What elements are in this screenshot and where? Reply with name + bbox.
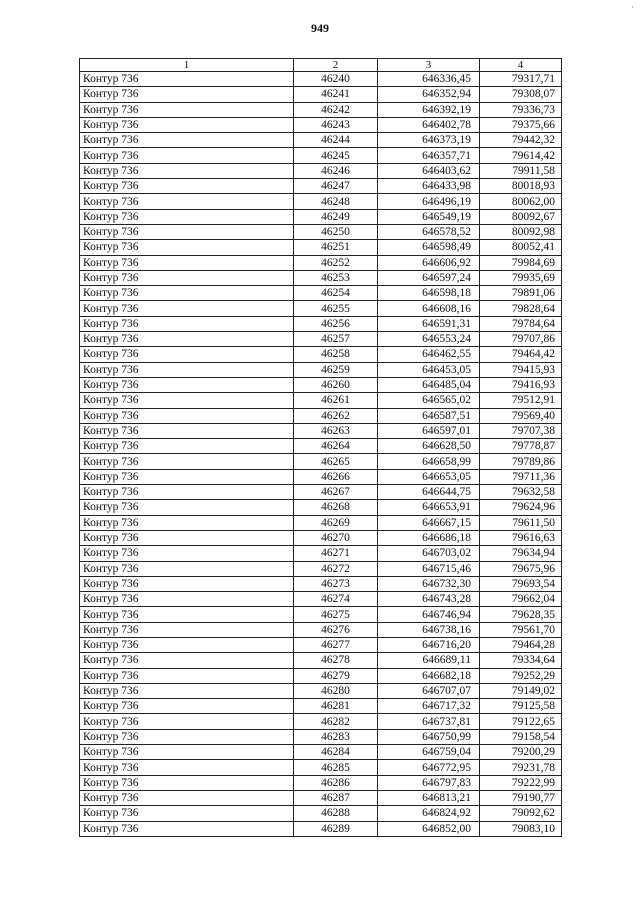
contour-name-cell: Контур 736 <box>80 500 294 515</box>
contour-name-cell: Контур 736 <box>80 653 294 668</box>
point-number-cell: 46262 <box>294 408 378 423</box>
point-number-cell: 46281 <box>294 699 378 714</box>
x-coordinate-cell: 646682,18 <box>378 668 480 683</box>
contour-name-cell: Контур 736 <box>80 393 294 408</box>
table-row <box>80 561 562 576</box>
table-row <box>80 469 562 484</box>
column-header-3: 3 <box>378 59 480 72</box>
x-coordinate-cell: 646485,04 <box>378 377 480 392</box>
x-coordinate-cell: 646598,49 <box>378 240 480 255</box>
table-row <box>80 332 562 347</box>
point-number-cell: 46243 <box>294 117 378 132</box>
contour-name-cell: Контур 736 <box>80 286 294 301</box>
contour-name-cell: Контур 736 <box>80 301 294 316</box>
column-header-1: 1 <box>80 59 294 72</box>
x-coordinate-cell: 646628,50 <box>378 439 480 454</box>
x-coordinate-cell: 646357,71 <box>378 148 480 163</box>
contour-name-cell: Контур 736 <box>80 117 294 132</box>
y-coordinate-cell: 80052,41 <box>480 240 562 255</box>
y-coordinate-cell: 79778,87 <box>480 439 562 454</box>
x-coordinate-cell: 646797,83 <box>378 775 480 790</box>
x-coordinate-cell: 646565,02 <box>378 393 480 408</box>
x-coordinate-cell: 646653,91 <box>378 500 480 515</box>
contour-name-cell: Контур 736 <box>80 270 294 285</box>
table-row <box>80 454 562 469</box>
x-coordinate-cell: 646453,05 <box>378 362 480 377</box>
x-coordinate-cell: 646686,18 <box>378 530 480 545</box>
contour-name-cell: Контур 736 <box>80 72 294 87</box>
point-number-cell: 46252 <box>294 255 378 270</box>
x-coordinate-cell: 646852,00 <box>378 821 480 836</box>
contour-name-cell: Контур 736 <box>80 775 294 790</box>
contour-name-cell: Контур 736 <box>80 745 294 760</box>
point-number-cell: 46273 <box>294 576 378 591</box>
y-coordinate-cell: 79935,69 <box>480 270 562 285</box>
contour-name-cell: Контур 736 <box>80 133 294 148</box>
table-row <box>80 653 562 668</box>
point-number-cell: 46272 <box>294 561 378 576</box>
point-number-cell: 46263 <box>294 423 378 438</box>
x-coordinate-cell: 646759,04 <box>378 745 480 760</box>
x-coordinate-cell: 646402,78 <box>378 117 480 132</box>
table-row <box>80 270 562 285</box>
x-coordinate-cell: 646644,75 <box>378 485 480 500</box>
point-number-cell: 46258 <box>294 347 378 362</box>
column-header-2: 2 <box>294 59 378 72</box>
y-coordinate-cell: 79628,35 <box>480 607 562 622</box>
point-number-cell: 46253 <box>294 270 378 285</box>
table-row <box>80 714 562 729</box>
y-coordinate-cell: 79158,54 <box>480 729 562 744</box>
point-number-cell: 46247 <box>294 179 378 194</box>
table-row <box>80 362 562 377</box>
table-row <box>80 729 562 744</box>
contour-name-cell: Контур 736 <box>80 179 294 194</box>
y-coordinate-cell: 79611,50 <box>480 515 562 530</box>
y-coordinate-cell: 79675,96 <box>480 561 562 576</box>
contour-name-cell: Контур 736 <box>80 240 294 255</box>
column-header-4: 4 <box>480 59 562 72</box>
table-row <box>80 683 562 698</box>
table-row <box>80 255 562 270</box>
x-coordinate-cell: 646373,19 <box>378 133 480 148</box>
x-coordinate-cell: 646336,45 <box>378 72 480 87</box>
y-coordinate-cell: 79614,42 <box>480 148 562 163</box>
contour-name-cell: Контур 736 <box>80 362 294 377</box>
y-coordinate-cell: 79632,58 <box>480 485 562 500</box>
corner-mark: · <box>631 2 634 12</box>
y-coordinate-cell: 79662,04 <box>480 592 562 607</box>
table-row <box>80 148 562 163</box>
contour-name-cell: Контур 736 <box>80 607 294 622</box>
table-row <box>80 102 562 117</box>
x-coordinate-cell: 646746,94 <box>378 607 480 622</box>
y-coordinate-cell: 79375,66 <box>480 117 562 132</box>
table-row <box>80 607 562 622</box>
point-number-cell: 46256 <box>294 316 378 331</box>
x-coordinate-cell: 646667,15 <box>378 515 480 530</box>
y-coordinate-cell: 79200,29 <box>480 745 562 760</box>
x-coordinate-cell: 646689,11 <box>378 653 480 668</box>
x-coordinate-cell: 646750,99 <box>378 729 480 744</box>
point-number-cell: 46265 <box>294 454 378 469</box>
contour-name-cell: Контур 736 <box>80 729 294 744</box>
table-row <box>80 347 562 362</box>
x-coordinate-cell: 646608,16 <box>378 301 480 316</box>
table-row <box>80 87 562 102</box>
table-row <box>80 209 562 224</box>
contour-name-cell: Контур 736 <box>80 332 294 347</box>
contour-name-cell: Контур 736 <box>80 423 294 438</box>
y-coordinate-cell: 79231,78 <box>480 760 562 775</box>
x-coordinate-cell: 646591,31 <box>378 316 480 331</box>
y-coordinate-cell: 79693,54 <box>480 576 562 591</box>
page-number: 949 <box>311 21 329 35</box>
point-number-cell: 46285 <box>294 760 378 775</box>
table-row <box>80 423 562 438</box>
point-number-cell: 46280 <box>294 683 378 698</box>
contour-name-cell: Контур 736 <box>80 224 294 239</box>
x-coordinate-cell: 646549,19 <box>378 209 480 224</box>
y-coordinate-cell: 79624,96 <box>480 500 562 515</box>
point-number-cell: 46250 <box>294 224 378 239</box>
contour-name-cell: Контур 736 <box>80 408 294 423</box>
x-coordinate-cell: 646352,94 <box>378 87 480 102</box>
x-coordinate-cell: 646403,62 <box>378 163 480 178</box>
contour-name-cell: Контур 736 <box>80 439 294 454</box>
point-number-cell: 46244 <box>294 133 378 148</box>
x-coordinate-cell: 646703,02 <box>378 546 480 561</box>
y-coordinate-cell: 79711,36 <box>480 469 562 484</box>
y-coordinate-cell: 79083,10 <box>480 821 562 836</box>
x-coordinate-cell: 646606,92 <box>378 255 480 270</box>
table-row <box>80 530 562 545</box>
y-coordinate-cell: 79561,70 <box>480 622 562 637</box>
contour-name-cell: Контур 736 <box>80 576 294 591</box>
x-coordinate-cell: 646658,99 <box>378 454 480 469</box>
y-coordinate-cell: 79891,06 <box>480 286 562 301</box>
y-coordinate-cell: 79464,42 <box>480 347 562 362</box>
contour-name-cell: Контур 736 <box>80 454 294 469</box>
table-header-row <box>80 59 562 72</box>
contour-name-cell: Контур 736 <box>80 255 294 270</box>
point-number-cell: 46282 <box>294 714 378 729</box>
y-coordinate-cell: 79092,62 <box>480 806 562 821</box>
table-row <box>80 224 562 239</box>
contour-name-cell: Контур 736 <box>80 163 294 178</box>
x-coordinate-cell: 646813,21 <box>378 790 480 805</box>
table-row <box>80 821 562 836</box>
contour-name-cell: Контур 736 <box>80 485 294 500</box>
x-coordinate-cell: 646433,98 <box>378 179 480 194</box>
contour-name-cell: Контур 736 <box>80 102 294 117</box>
point-number-cell: 46287 <box>294 790 378 805</box>
y-coordinate-cell: 79222,99 <box>480 775 562 790</box>
x-coordinate-cell: 646496,19 <box>378 194 480 209</box>
contour-name-cell: Контур 736 <box>80 683 294 698</box>
table-row <box>80 592 562 607</box>
contour-name-cell: Контур 736 <box>80 515 294 530</box>
x-coordinate-cell: 646578,52 <box>378 224 480 239</box>
point-number-cell: 46261 <box>294 393 378 408</box>
contour-name-cell: Контур 736 <box>80 148 294 163</box>
y-coordinate-cell: 79317,71 <box>480 72 562 87</box>
y-coordinate-cell: 79334,64 <box>480 653 562 668</box>
x-coordinate-cell: 646738,16 <box>378 622 480 637</box>
contour-name-cell: Контур 736 <box>80 821 294 836</box>
y-coordinate-cell: 79828,64 <box>480 301 562 316</box>
point-number-cell: 46284 <box>294 745 378 760</box>
table-row <box>80 194 562 209</box>
y-coordinate-cell: 79122,65 <box>480 714 562 729</box>
table-row <box>80 377 562 392</box>
table-row <box>80 622 562 637</box>
point-number-cell: 46279 <box>294 668 378 683</box>
contour-name-cell: Контур 736 <box>80 790 294 805</box>
point-number-cell: 46254 <box>294 286 378 301</box>
point-number-cell: 46255 <box>294 301 378 316</box>
contour-name-cell: Контур 736 <box>80 699 294 714</box>
contour-name-cell: Контур 736 <box>80 760 294 775</box>
point-number-cell: 46271 <box>294 546 378 561</box>
x-coordinate-cell: 646587,51 <box>378 408 480 423</box>
table-row <box>80 745 562 760</box>
contour-name-cell: Контур 736 <box>80 347 294 362</box>
point-number-cell: 46248 <box>294 194 378 209</box>
contour-name-cell: Контур 736 <box>80 622 294 637</box>
table-row <box>80 179 562 194</box>
x-coordinate-cell: 646743,28 <box>378 592 480 607</box>
point-number-cell: 46267 <box>294 485 378 500</box>
y-coordinate-cell: 79984,69 <box>480 255 562 270</box>
point-number-cell: 46289 <box>294 821 378 836</box>
table-row <box>80 393 562 408</box>
contour-name-cell: Контур 736 <box>80 377 294 392</box>
contour-name-cell: Контур 736 <box>80 714 294 729</box>
x-coordinate-cell: 646597,24 <box>378 270 480 285</box>
point-number-cell: 46257 <box>294 332 378 347</box>
table-row <box>80 240 562 255</box>
table-row <box>80 806 562 821</box>
y-coordinate-cell: 79784,64 <box>480 316 562 331</box>
x-coordinate-cell: 646717,32 <box>378 699 480 714</box>
table-row <box>80 117 562 132</box>
point-number-cell: 46288 <box>294 806 378 821</box>
table-row <box>80 576 562 591</box>
x-coordinate-cell: 646462,55 <box>378 347 480 362</box>
y-coordinate-cell: 79512,91 <box>480 393 562 408</box>
contour-name-cell: Контур 736 <box>80 637 294 652</box>
y-coordinate-cell: 79336,73 <box>480 102 562 117</box>
table-row <box>80 301 562 316</box>
point-number-cell: 46242 <box>294 102 378 117</box>
point-number-cell: 46260 <box>294 377 378 392</box>
y-coordinate-cell: 79149,02 <box>480 683 562 698</box>
x-coordinate-cell: 646553,24 <box>378 332 480 347</box>
table-row <box>80 408 562 423</box>
point-number-cell: 46251 <box>294 240 378 255</box>
y-coordinate-cell: 79911,58 <box>480 163 562 178</box>
table-row <box>80 637 562 652</box>
table-body <box>80 72 562 837</box>
contour-name-cell: Контур 736 <box>80 592 294 607</box>
contour-name-cell: Контур 736 <box>80 316 294 331</box>
y-coordinate-cell: 79569,40 <box>480 408 562 423</box>
point-number-cell: 46241 <box>294 87 378 102</box>
contour-name-cell: Контур 736 <box>80 546 294 561</box>
contour-name-cell: Контур 736 <box>80 194 294 209</box>
x-coordinate-cell: 646737,81 <box>378 714 480 729</box>
point-number-cell: 46259 <box>294 362 378 377</box>
contour-name-cell: Контур 736 <box>80 469 294 484</box>
table-row <box>80 790 562 805</box>
x-coordinate-cell: 646707,07 <box>378 683 480 698</box>
x-coordinate-cell: 646732,30 <box>378 576 480 591</box>
y-coordinate-cell: 80092,98 <box>480 224 562 239</box>
x-coordinate-cell: 646598,18 <box>378 286 480 301</box>
table-row <box>80 485 562 500</box>
x-coordinate-cell: 646715,46 <box>378 561 480 576</box>
table-row <box>80 775 562 790</box>
x-coordinate-cell: 646653,05 <box>378 469 480 484</box>
table-row <box>80 316 562 331</box>
contour-name-cell: Контур 736 <box>80 209 294 224</box>
point-number-cell: 46277 <box>294 637 378 652</box>
y-coordinate-cell: 79616,63 <box>480 530 562 545</box>
table-row <box>80 163 562 178</box>
y-coordinate-cell: 79707,38 <box>480 423 562 438</box>
y-coordinate-cell: 79416,93 <box>480 377 562 392</box>
point-number-cell: 46270 <box>294 530 378 545</box>
point-number-cell: 46276 <box>294 622 378 637</box>
table-row <box>80 286 562 301</box>
table-row <box>80 439 562 454</box>
table-row <box>80 699 562 714</box>
point-number-cell: 46269 <box>294 515 378 530</box>
y-coordinate-cell: 80062,00 <box>480 194 562 209</box>
contour-name-cell: Контур 736 <box>80 87 294 102</box>
point-number-cell: 46240 <box>294 72 378 87</box>
contour-name-cell: Контур 736 <box>80 530 294 545</box>
y-coordinate-cell: 79707,86 <box>480 332 562 347</box>
x-coordinate-cell: 646392,19 <box>378 102 480 117</box>
y-coordinate-cell: 79464,28 <box>480 637 562 652</box>
point-number-cell: 46286 <box>294 775 378 790</box>
x-coordinate-cell: 646597,01 <box>378 423 480 438</box>
x-coordinate-cell: 646824,92 <box>378 806 480 821</box>
point-number-cell: 46275 <box>294 607 378 622</box>
y-coordinate-cell: 79125,58 <box>480 699 562 714</box>
point-number-cell: 46278 <box>294 653 378 668</box>
point-number-cell: 46274 <box>294 592 378 607</box>
y-coordinate-cell: 80092,67 <box>480 209 562 224</box>
table-row <box>80 72 562 87</box>
point-number-cell: 46264 <box>294 439 378 454</box>
table-row <box>80 668 562 683</box>
coordinates-table <box>79 58 562 837</box>
table-row <box>80 515 562 530</box>
point-number-cell: 46268 <box>294 500 378 515</box>
y-coordinate-cell: 79308,07 <box>480 87 562 102</box>
point-number-cell: 46246 <box>294 163 378 178</box>
table-row <box>80 760 562 775</box>
y-coordinate-cell: 80018,93 <box>480 179 562 194</box>
y-coordinate-cell: 79442,32 <box>480 133 562 148</box>
table-row <box>80 133 562 148</box>
table-row <box>80 500 562 515</box>
point-number-cell: 46266 <box>294 469 378 484</box>
x-coordinate-cell: 646716,20 <box>378 637 480 652</box>
point-number-cell: 46245 <box>294 148 378 163</box>
y-coordinate-cell: 79789,86 <box>480 454 562 469</box>
contour-name-cell: Контур 736 <box>80 668 294 683</box>
point-number-cell: 46249 <box>294 209 378 224</box>
table-row <box>80 546 562 561</box>
y-coordinate-cell: 79415,93 <box>480 362 562 377</box>
x-coordinate-cell: 646772,95 <box>378 760 480 775</box>
point-number-cell: 46283 <box>294 729 378 744</box>
y-coordinate-cell: 79634,94 <box>480 546 562 561</box>
y-coordinate-cell: 79252,29 <box>480 668 562 683</box>
y-coordinate-cell: 79190,77 <box>480 790 562 805</box>
contour-name-cell: Контур 736 <box>80 561 294 576</box>
contour-name-cell: Контур 736 <box>80 806 294 821</box>
